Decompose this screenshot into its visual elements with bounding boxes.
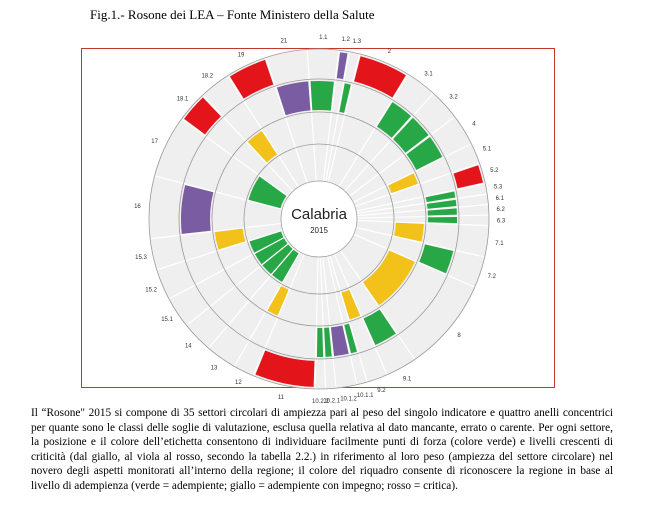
figure-frame (81, 35, 555, 405)
rosone-label: 1.3 (352, 39, 362, 46)
rosone-label: 7.2 (487, 274, 496, 281)
rosone-label: 13 (210, 365, 218, 372)
rosone-label: 19 (237, 52, 245, 59)
rosone-label: 9.1 (402, 376, 412, 383)
rosone-label: 2 (387, 49, 392, 56)
rosone-title: Calabria (291, 206, 347, 223)
rosone-label: 21 (280, 38, 288, 45)
rosone-label: 14 (184, 343, 192, 350)
figure-description: Il “Rosone" 2015 si compone di 35 settori circolari di ampiezza pari al peso del singolo indicatore e quattro anelli concentrici per quante sono le classi delle soglie di valutazione, esclusa quella relativa al dato mancante, errato o carente. Per ogni settore, la posizione e il colore dell’etichetta consentono di individuare facilmente punti di forza (colore verde) e livelli crescenti di criticità (dal giallo, al viola al rosso, secondo la tabella 2.2.) in riferimento al loro peso (ampiezza del settore circolare) nel novero degli aspetti monitorati all’interno della regione; il colore del riquadro consente di riconoscere la regione in base al livello di adempienza (verde = adempiente; giallo = adempiente con impegno; rosso = critica). (31, 407, 613, 492)
rosone-label: 1.1 (319, 35, 328, 42)
rosone-label: 7.1 (495, 241, 504, 248)
rosone-label: 10.2.2 (312, 398, 329, 405)
rosone-label: 15.2 (145, 287, 157, 294)
rosone-label: 5.3 (493, 184, 503, 191)
rosone-year: 2015 (310, 226, 328, 235)
rosone-label: 18.1 (176, 96, 189, 103)
rosone-label: 6.3 (496, 218, 506, 225)
rosone-label: 6.2 (496, 207, 505, 214)
rosone-label: 10.1.2 (340, 396, 357, 403)
rosone-label: 5.2 (490, 168, 499, 175)
rosone-chart (82, 35, 556, 405)
rosone-label: 17 (151, 138, 158, 145)
rosone-sector-16 (181, 185, 213, 234)
rosone-label: 6.1 (495, 195, 504, 202)
rosone-label: 1.2 (341, 36, 350, 43)
rosone-label: 18.2 (201, 73, 214, 80)
rosone-label: 10.1.1 (356, 393, 374, 400)
rosone-sector-6-3 (428, 217, 457, 223)
rosone-label: 4 (472, 121, 476, 128)
rosone-label: 15.3 (135, 254, 147, 261)
rosone-label: 11 (277, 394, 285, 401)
rosone-label: 16 (134, 204, 141, 211)
rosone-label: 9.2 (377, 387, 386, 394)
rosone-label: 3.1 (424, 71, 433, 78)
rosone-label: 15.1 (161, 317, 173, 324)
rosone-label: 10.2.1 (323, 398, 341, 405)
rosone-label: 3.2 (449, 94, 458, 101)
rosone-sector-10-2-2 (317, 328, 323, 357)
rosone-label: 5.1 (482, 146, 492, 153)
figure-caption: Fig.1.- Rosone dei LEA – Fonte Ministero della Salute (90, 7, 375, 22)
rosone-sector-1-1 (311, 81, 334, 111)
rosone-label: 12 (235, 380, 242, 387)
rosone-label: 8 (457, 333, 461, 340)
